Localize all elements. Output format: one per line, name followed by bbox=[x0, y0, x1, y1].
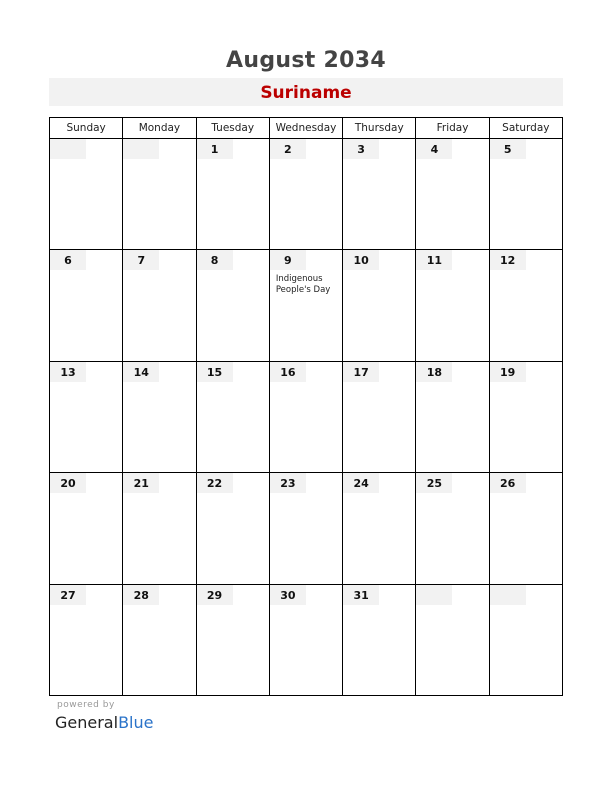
day-number-box bbox=[197, 473, 233, 493]
day-cell bbox=[489, 473, 562, 584]
day-number-box bbox=[416, 139, 452, 159]
powered-by-label: powered by bbox=[57, 700, 115, 710]
day-number: 13 bbox=[60, 365, 76, 379]
day-number-box bbox=[50, 250, 86, 270]
country-bar bbox=[49, 78, 563, 106]
day-number: 19 bbox=[500, 365, 516, 379]
day-number: 26 bbox=[500, 477, 516, 491]
day-cell bbox=[123, 473, 196, 584]
day-number: 6 bbox=[64, 254, 72, 268]
day-number: 27 bbox=[60, 588, 76, 602]
day-number-box bbox=[123, 362, 159, 382]
week-row bbox=[50, 250, 563, 361]
day-number: 17 bbox=[353, 365, 369, 379]
day-cell bbox=[196, 139, 269, 250]
day-number: 12 bbox=[500, 254, 516, 268]
day-cell bbox=[50, 250, 123, 361]
day-number-box bbox=[343, 473, 379, 493]
day-number-box bbox=[270, 585, 306, 605]
day-cell bbox=[269, 473, 342, 584]
day-number: 22 bbox=[206, 477, 223, 491]
calendar-grid bbox=[49, 117, 563, 696]
day-cell bbox=[50, 361, 123, 472]
day-cell bbox=[123, 584, 196, 695]
day-number-box bbox=[416, 362, 452, 382]
day-number: 14 bbox=[133, 365, 149, 379]
day-number-box bbox=[490, 362, 526, 382]
day-number: 31 bbox=[353, 588, 369, 602]
day-cell bbox=[269, 584, 342, 695]
day-number: 29 bbox=[206, 588, 223, 602]
day-number-box bbox=[416, 585, 452, 605]
day-cell bbox=[343, 584, 416, 695]
weekday-header-row bbox=[50, 118, 563, 139]
day-cell bbox=[416, 473, 489, 584]
day-number-box bbox=[416, 473, 452, 493]
brand-general: General bbox=[55, 713, 119, 732]
day-cell bbox=[123, 361, 196, 472]
week-row bbox=[50, 584, 563, 695]
day-number: 9 bbox=[284, 254, 292, 268]
day-number: 18 bbox=[426, 365, 443, 379]
holiday-label: Indigenous People's Day bbox=[275, 274, 331, 296]
week-row bbox=[50, 139, 563, 250]
day-number-box bbox=[123, 473, 159, 493]
weekday-tuesday: Tuesday bbox=[196, 118, 269, 139]
day-number-box bbox=[343, 139, 379, 159]
day-number: 24 bbox=[353, 477, 369, 491]
day-cell bbox=[343, 473, 416, 584]
day-number-box bbox=[197, 585, 233, 605]
day-number: 20 bbox=[60, 477, 76, 491]
day-number-box bbox=[270, 362, 306, 382]
day-number-box bbox=[343, 250, 379, 270]
day-cell bbox=[123, 139, 196, 250]
day-number-box bbox=[270, 473, 306, 493]
day-cell bbox=[343, 250, 416, 361]
weekday-friday: Friday bbox=[416, 118, 489, 139]
day-cell bbox=[269, 361, 342, 472]
day-number: 11 bbox=[426, 254, 443, 268]
day-number: 15 bbox=[206, 365, 223, 379]
day-cell bbox=[196, 361, 269, 472]
weekday-monday: Monday bbox=[123, 118, 196, 139]
day-cell bbox=[416, 139, 489, 250]
day-number: 4 bbox=[430, 143, 439, 156]
day-cell bbox=[269, 250, 342, 361]
weekday-thursday: Thursday bbox=[343, 118, 416, 139]
brand-logo[interactable] bbox=[55, 713, 153, 732]
day-cell bbox=[489, 361, 562, 472]
weekday-wednesday: Wednesday bbox=[269, 118, 342, 139]
day-number-box bbox=[270, 139, 306, 159]
day-number: 23 bbox=[280, 477, 296, 491]
day-number: 7 bbox=[137, 254, 146, 268]
day-number: 28 bbox=[133, 588, 149, 602]
day-cell bbox=[416, 250, 489, 361]
day-number-box bbox=[343, 362, 379, 382]
day-number: 3 bbox=[357, 143, 365, 156]
day-cell bbox=[50, 139, 123, 250]
day-cell bbox=[196, 250, 269, 361]
week-row bbox=[50, 361, 563, 472]
weekday-saturday: Saturday bbox=[489, 118, 562, 139]
day-number: 5 bbox=[503, 143, 512, 156]
weekday-sunday: Sunday bbox=[50, 118, 123, 139]
day-number-box bbox=[270, 250, 306, 270]
day-number-box bbox=[50, 473, 86, 493]
day-cell bbox=[196, 473, 269, 584]
day-cell bbox=[269, 139, 342, 250]
day-number: 1 bbox=[210, 143, 219, 156]
day-cell bbox=[50, 584, 123, 695]
day-cell bbox=[196, 584, 269, 695]
day-number-box bbox=[123, 585, 159, 605]
brand-blue: Blue bbox=[118, 713, 154, 732]
day-cell bbox=[123, 250, 196, 361]
day-number-box bbox=[490, 585, 526, 605]
day-number: 2 bbox=[284, 143, 292, 156]
day-number-box bbox=[343, 585, 379, 605]
page-title: August 2034 bbox=[226, 48, 386, 73]
day-number-box bbox=[490, 473, 526, 493]
day-number-box bbox=[197, 250, 233, 270]
day-number-box bbox=[490, 139, 526, 159]
day-number-box bbox=[197, 139, 233, 159]
day-number: 10 bbox=[353, 254, 369, 268]
day-number-box bbox=[490, 250, 526, 270]
day-number-box bbox=[416, 250, 452, 270]
day-number-box bbox=[50, 362, 86, 382]
day-number-box bbox=[123, 139, 159, 159]
day-number: 25 bbox=[426, 477, 443, 491]
day-cell bbox=[416, 584, 489, 695]
day-number-box bbox=[50, 585, 86, 605]
day-number-box bbox=[50, 139, 86, 159]
day-number-box bbox=[123, 250, 159, 270]
day-cell bbox=[416, 361, 489, 472]
day-cell bbox=[489, 584, 562, 695]
week-row bbox=[50, 473, 563, 584]
day-number-box bbox=[197, 362, 233, 382]
country-name: Suriname bbox=[260, 83, 352, 103]
day-cell bbox=[50, 473, 123, 584]
day-cell bbox=[489, 139, 562, 250]
day-number: 8 bbox=[210, 254, 219, 268]
day-cell bbox=[489, 250, 562, 361]
day-number: 30 bbox=[280, 588, 296, 602]
day-number: 16 bbox=[280, 365, 296, 379]
day-number: 21 bbox=[133, 477, 149, 491]
day-cell bbox=[343, 361, 416, 472]
day-cell bbox=[343, 139, 416, 250]
